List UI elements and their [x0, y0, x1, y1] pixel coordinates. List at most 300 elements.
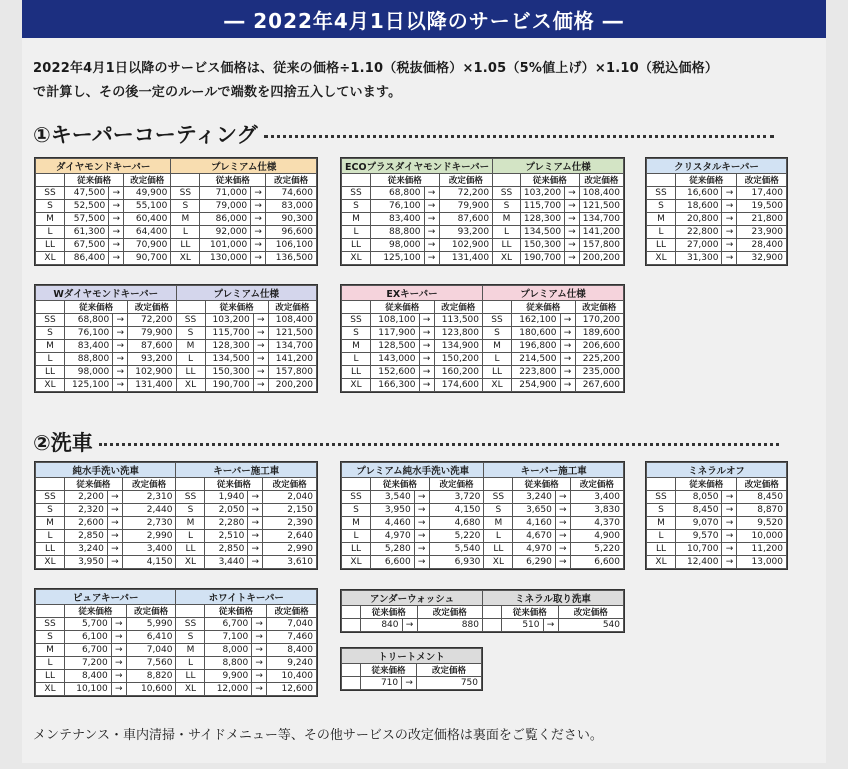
table-row: [342, 504, 624, 517]
new-price-header: 改定価格: [434, 301, 483, 314]
table-header-title: プレミアム仕様: [483, 286, 624, 301]
size-cell: SS: [647, 187, 676, 200]
new-price-cell: 55,100: [124, 200, 171, 213]
table-row: [36, 556, 317, 569]
new-price-cell: 87,600: [439, 213, 493, 226]
old-price-cell: 101,000: [200, 239, 251, 252]
new-price-cell: 72,200: [128, 314, 176, 327]
intro-line-1: 2022年4月1日以降のサービス価格は、従来の価格÷1.10（税抜価格）×1.05（5%値上げ）×1.10（税込価格）: [33, 61, 719, 76]
arrow-cell: →: [253, 379, 268, 392]
new-price-cell: 7,040: [267, 618, 317, 631]
price-table-ex-keeper: [340, 284, 625, 393]
arrow-cell: →: [402, 677, 417, 690]
size-cell: SS: [176, 314, 205, 327]
dotted-rule: [264, 135, 774, 138]
new-price-cell: 2,990: [122, 530, 176, 543]
new-price-header: 改定価格: [263, 478, 317, 491]
old-price-cell: 86,000: [200, 213, 251, 226]
size-header-cell: [36, 301, 65, 314]
size-cell: L: [647, 530, 676, 543]
old-price-header: 従来価格: [501, 606, 558, 619]
table-row: [36, 644, 317, 657]
arrow-cell: →: [109, 200, 124, 213]
arrow-cell: →: [402, 619, 417, 632]
arrow-cell: →: [722, 226, 737, 239]
arrow-cell: →: [414, 517, 429, 530]
size-header-cell: [36, 478, 65, 491]
table-row: [647, 239, 787, 252]
size-cell: SS: [36, 314, 65, 327]
arrow-cell: →: [252, 683, 267, 696]
size-cell: XL: [176, 379, 205, 392]
table-row: [36, 314, 317, 327]
arrow-cell: →: [560, 379, 575, 392]
price-grid: [35, 158, 317, 265]
size-cell: M: [36, 213, 65, 226]
old-price-cell: 8,800: [205, 657, 252, 670]
old-price-header: 従来価格: [361, 664, 417, 677]
new-price-cell: 141,200: [268, 353, 316, 366]
old-price-cell: 3,240: [65, 543, 108, 556]
price-table-mineral-off: [645, 461, 788, 570]
arrow-cell: →: [560, 340, 575, 353]
table-row: [36, 517, 317, 530]
size-cell: L: [484, 530, 513, 543]
old-price-cell: 2,050: [205, 504, 248, 517]
old-price-cell: 223,800: [512, 366, 561, 379]
table-row: [647, 187, 787, 200]
table-row: [36, 340, 317, 353]
size-header-cell: [342, 301, 371, 314]
size-cell: L: [176, 657, 205, 670]
arrow-cell: →: [543, 619, 558, 632]
arrow-cell: →: [248, 504, 263, 517]
arrow-cell: →: [414, 530, 429, 543]
size-cell: L: [36, 657, 65, 670]
size-cell: LL: [493, 239, 521, 252]
old-price-cell: 4,460: [371, 517, 415, 530]
new-price-cell: 21,800: [737, 213, 787, 226]
size-cell: M: [36, 340, 65, 353]
arrow-cell: →: [111, 670, 126, 683]
old-price-header: 従来価格: [513, 478, 570, 491]
new-price-cell: 90,300: [266, 213, 317, 226]
old-price-cell: 710: [361, 677, 402, 690]
size-cell: L: [647, 226, 676, 239]
arrow-cell: →: [251, 252, 266, 265]
table-header-title: ミネラルオフ: [647, 463, 787, 478]
old-price-header: 従来価格: [371, 301, 435, 314]
size-cell: L: [36, 226, 65, 239]
table-row: [36, 670, 317, 683]
table-row: [36, 657, 317, 670]
arrow-cell: →: [251, 239, 266, 252]
new-price-header: 改定価格: [268, 301, 316, 314]
old-price-cell: 67,500: [65, 239, 109, 252]
arrow-cell: →: [722, 187, 737, 200]
new-price-cell: 136,500: [266, 252, 317, 265]
table-row: [342, 213, 624, 226]
arrow-cell: →: [113, 379, 128, 392]
arrow-cell: →: [109, 252, 124, 265]
arrow-cell: →: [111, 644, 126, 657]
old-price-cell: 162,100: [512, 314, 561, 327]
arrow-cell: →: [424, 200, 439, 213]
new-price-cell: 2,640: [263, 530, 317, 543]
arrow-cell: →: [253, 327, 268, 340]
table-row: [342, 327, 624, 340]
old-price-cell: 98,000: [65, 366, 113, 379]
table-row: [342, 239, 624, 252]
size-cell: XL: [342, 379, 371, 392]
old-price-cell: 125,100: [65, 379, 113, 392]
new-price-cell: 174,600: [434, 379, 483, 392]
table-row: [647, 213, 787, 226]
arrow-cell: →: [109, 226, 124, 239]
size-cell: S: [36, 200, 65, 213]
price-grid: [341, 158, 624, 265]
size-cell: M: [342, 517, 371, 530]
table-row: [647, 556, 787, 569]
old-price-cell: 1,940: [205, 491, 248, 504]
new-price-header: 改定価格: [558, 606, 624, 619]
table-row: [36, 504, 317, 517]
table-header-title: キーパー施工車: [176, 463, 317, 478]
new-price-cell: 23,900: [737, 226, 787, 239]
new-price-cell: 880: [417, 619, 482, 632]
size-header-cell: [647, 174, 676, 187]
new-price-header: 改定価格: [267, 605, 317, 618]
old-price-cell: 83,400: [371, 213, 425, 226]
old-price-cell: 2,850: [205, 543, 248, 556]
table-row: [342, 677, 482, 690]
old-price-cell: 2,280: [205, 517, 248, 530]
old-price-cell: 3,240: [513, 491, 555, 504]
table-row: [36, 543, 317, 556]
table-header-title: クリスタルキーパー: [647, 159, 787, 174]
old-price-cell: 3,950: [371, 504, 415, 517]
old-price-cell: 2,600: [65, 517, 108, 530]
old-price-header: 従来価格: [676, 174, 737, 187]
size-cell: S: [36, 504, 65, 517]
size-header-cell: [342, 664, 361, 677]
price-table-pure-water-wash: [34, 461, 318, 570]
table-row: [342, 226, 624, 239]
old-price-header: 従来価格: [676, 478, 737, 491]
new-price-cell: 102,900: [128, 366, 176, 379]
section-title-wash: [33, 427, 779, 457]
size-cell: SS: [647, 491, 676, 504]
size-cell: S: [176, 504, 205, 517]
table-row: [342, 543, 624, 556]
old-price-header: 従来価格: [205, 301, 268, 314]
size-header-cell: [176, 605, 205, 618]
new-price-cell: 11,200: [737, 543, 787, 556]
arrow-cell: →: [419, 314, 434, 327]
size-header-cell: [171, 174, 200, 187]
size-cell: M: [36, 644, 65, 657]
arrow-cell: →: [424, 213, 439, 226]
size-cell: M: [342, 213, 371, 226]
size-cell: LL: [36, 366, 65, 379]
size-cell: LL: [483, 366, 512, 379]
table-row: [647, 491, 787, 504]
size-cell: L: [36, 530, 65, 543]
size-cell: M: [36, 517, 65, 530]
price-grid: [341, 590, 624, 632]
arrow-cell: →: [109, 213, 124, 226]
old-price-cell: 52,500: [65, 200, 109, 213]
new-price-cell: 134,700: [579, 213, 623, 226]
new-price-header: 改定価格: [570, 478, 623, 491]
size-cell: SS: [36, 187, 65, 200]
arrow-cell: →: [722, 504, 737, 517]
size-cell: XL: [36, 252, 65, 265]
new-price-cell: 106,100: [266, 239, 317, 252]
arrow-cell: →: [111, 618, 126, 631]
dotted-rule: [99, 443, 779, 446]
table-header-title: プレミアム仕様: [171, 159, 317, 174]
new-price-header: 改定価格: [737, 478, 787, 491]
arrow-cell: →: [111, 631, 126, 644]
price-grid: [341, 462, 624, 569]
old-price-cell: 10,700: [676, 543, 722, 556]
old-price-cell: 8,400: [65, 670, 112, 683]
price-grid: [35, 589, 317, 696]
table-header-title: ピュアキーパー: [36, 590, 176, 605]
price-table-w-diamond: [34, 284, 318, 393]
arrow-cell: →: [248, 543, 263, 556]
arrow-cell: →: [251, 213, 266, 226]
price-table-diamond-keeper: [34, 157, 318, 266]
new-price-header: 改定価格: [429, 478, 484, 491]
size-cell: L: [483, 353, 512, 366]
table-row: [342, 556, 624, 569]
new-price-header: 改定価格: [128, 301, 176, 314]
arrow-cell: →: [253, 353, 268, 366]
old-price-cell: 20,800: [676, 213, 722, 226]
size-cell: [342, 677, 361, 690]
arrow-cell: →: [248, 556, 263, 569]
table-row: [36, 226, 317, 239]
old-price-cell: 6,290: [513, 556, 555, 569]
old-price-header: 従来価格: [361, 606, 418, 619]
old-price-cell: 10,100: [65, 683, 112, 696]
arrow-cell: →: [722, 491, 737, 504]
old-price-cell: 8,050: [676, 491, 722, 504]
new-price-cell: 200,200: [579, 252, 623, 265]
new-price-cell: 8,450: [737, 491, 787, 504]
old-price-cell: 4,970: [513, 543, 555, 556]
table-header-title: 純水手洗い洗車: [36, 463, 176, 478]
new-price-cell: 131,400: [439, 252, 493, 265]
table-row: [342, 379, 624, 392]
new-price-cell: 3,720: [429, 491, 484, 504]
arrow-cell: →: [722, 252, 737, 265]
new-price-cell: 3,830: [570, 504, 623, 517]
old-price-cell: 16,600: [676, 187, 722, 200]
new-price-cell: 108,400: [579, 187, 623, 200]
table-row: [342, 353, 624, 366]
new-price-cell: 72,200: [439, 187, 493, 200]
arrow-cell: →: [253, 314, 268, 327]
table-header-title: プレミアム仕様: [176, 286, 317, 301]
table-row: [342, 252, 624, 265]
old-price-cell: 134,500: [520, 226, 564, 239]
size-header-cell: [482, 606, 501, 619]
table-row: [36, 200, 317, 213]
old-price-cell: 76,100: [65, 327, 113, 340]
arrow-cell: →: [560, 366, 575, 379]
new-price-cell: 2,730: [122, 517, 176, 530]
size-cell: XL: [36, 556, 65, 569]
new-price-cell: 83,000: [266, 200, 317, 213]
size-cell: LL: [647, 543, 676, 556]
new-price-cell: 121,500: [579, 200, 623, 213]
size-cell: SS: [484, 491, 513, 504]
table-row: [342, 200, 624, 213]
arrow-cell: →: [565, 200, 580, 213]
arrow-cell: →: [414, 504, 429, 517]
old-price-cell: 6,600: [371, 556, 415, 569]
new-price-cell: 74,600: [266, 187, 317, 200]
table-row: [342, 340, 624, 353]
footer-note: メンテナンス・車内清掃・サイドメニュー等、その他サービスの改定価格は裏面をご覧ください。: [33, 728, 603, 743]
size-cell: M: [342, 340, 371, 353]
new-price-cell: 79,900: [439, 200, 493, 213]
new-price-cell: 189,600: [575, 327, 624, 340]
table-row: [36, 353, 317, 366]
new-price-cell: 4,150: [122, 556, 176, 569]
old-price-cell: 12,400: [676, 556, 722, 569]
table-row: [342, 187, 624, 200]
table-header-title: ホワイトキーパー: [176, 590, 317, 605]
size-cell: S: [493, 200, 521, 213]
section-title-coating: [33, 119, 774, 149]
size-cell: S: [484, 504, 513, 517]
arrow-cell: →: [565, 252, 580, 265]
new-price-cell: 150,200: [434, 353, 483, 366]
new-price-cell: 134,900: [434, 340, 483, 353]
old-price-cell: 103,200: [205, 314, 253, 327]
size-header-cell: [176, 301, 205, 314]
table-row: [36, 366, 317, 379]
new-price-cell: 134,700: [268, 340, 316, 353]
size-cell: S: [483, 327, 512, 340]
size-cell: M: [171, 213, 200, 226]
arrow-cell: →: [113, 340, 128, 353]
arrow-cell: →: [252, 631, 267, 644]
new-price-cell: 32,900: [737, 252, 787, 265]
new-price-cell: 17,400: [737, 187, 787, 200]
table-row: [36, 252, 317, 265]
size-header-cell: [647, 478, 676, 491]
new-price-cell: 79,900: [128, 327, 176, 340]
arrow-cell: →: [555, 504, 570, 517]
arrow-cell: →: [414, 543, 429, 556]
table-row: [342, 314, 624, 327]
table-row: [342, 491, 624, 504]
size-cell: XL: [176, 556, 205, 569]
old-price-header: 従来価格: [371, 478, 430, 491]
old-price-cell: 3,540: [371, 491, 415, 504]
size-cell: M: [484, 517, 513, 530]
price-grid: [646, 158, 787, 265]
table-row: [36, 491, 317, 504]
table-row: [647, 517, 787, 530]
old-price-cell: 79,000: [200, 200, 251, 213]
new-price-cell: 60,400: [124, 213, 171, 226]
arrow-cell: →: [248, 491, 263, 504]
new-price-cell: 5,540: [429, 543, 484, 556]
new-price-cell: 108,400: [268, 314, 316, 327]
table-row: [342, 366, 624, 379]
old-price-cell: 6,100: [65, 631, 112, 644]
size-cell: LL: [176, 543, 205, 556]
size-cell: XL: [176, 683, 205, 696]
size-cell: S: [36, 631, 65, 644]
price-grid: [35, 285, 317, 392]
size-cell: S: [171, 200, 200, 213]
new-price-header: 改定価格: [575, 301, 624, 314]
size-header-cell: [176, 478, 205, 491]
old-price-header: 従来価格: [520, 174, 579, 187]
size-header-cell: [484, 478, 513, 491]
new-price-cell: 2,990: [263, 543, 317, 556]
new-price-header: 改定価格: [439, 174, 493, 187]
arrow-cell: →: [424, 187, 439, 200]
old-price-cell: 510: [501, 619, 543, 632]
size-cell: XL: [36, 379, 65, 392]
size-cell: S: [176, 327, 205, 340]
table-row: [36, 239, 317, 252]
new-price-cell: 3,610: [263, 556, 317, 569]
size-cell: XL: [647, 252, 676, 265]
new-price-cell: 131,400: [128, 379, 176, 392]
size-cell: S: [342, 327, 371, 340]
table-row: [342, 530, 624, 543]
old-price-cell: 4,970: [371, 530, 415, 543]
table-header-title: Wダイヤモンドキーパー: [36, 286, 177, 301]
new-price-cell: 6,600: [570, 556, 623, 569]
size-cell: SS: [176, 618, 205, 631]
old-price-cell: 166,300: [371, 379, 420, 392]
arrow-cell: →: [419, 353, 434, 366]
size-cell: XL: [483, 379, 512, 392]
size-cell: SS: [36, 618, 65, 631]
table-header-title: プレミアム仕様: [493, 159, 624, 174]
size-cell: S: [647, 504, 676, 517]
old-price-cell: 47,500: [65, 187, 109, 200]
price-grid: [646, 462, 787, 569]
old-price-cell: 31,300: [676, 252, 722, 265]
section-title-wash-label: ②洗車: [33, 431, 93, 455]
size-cell: M: [483, 340, 512, 353]
size-cell: M: [176, 644, 205, 657]
arrow-cell: →: [419, 379, 434, 392]
table-header-title: トリートメント: [342, 649, 482, 664]
arrow-cell: →: [419, 366, 434, 379]
table-header-title: アンダーウォッシュ: [342, 591, 483, 606]
size-cell: S: [647, 200, 676, 213]
new-price-cell: 87,600: [128, 340, 176, 353]
arrow-cell: →: [113, 366, 128, 379]
size-cell: M: [647, 517, 676, 530]
new-price-cell: 9,240: [267, 657, 317, 670]
arrow-cell: →: [107, 530, 122, 543]
old-price-cell: 150,300: [205, 366, 253, 379]
new-price-cell: 160,200: [434, 366, 483, 379]
